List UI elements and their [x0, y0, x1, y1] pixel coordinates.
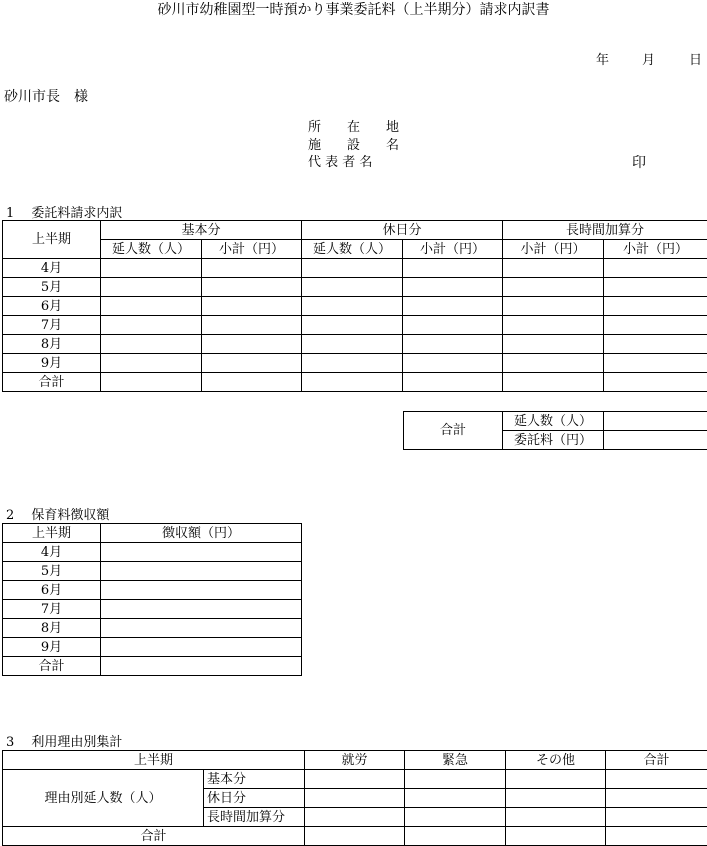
input-cell[interactable] — [305, 808, 405, 827]
input-cell[interactable] — [503, 316, 604, 335]
input-cell[interactable] — [606, 770, 707, 789]
sub-header: 延人数（人） — [101, 240, 202, 259]
input-cell[interactable] — [405, 808, 506, 827]
date-month: 月 — [642, 53, 656, 68]
input-cell[interactable] — [503, 354, 604, 373]
input-cell[interactable] — [101, 259, 202, 278]
input-cell[interactable] — [403, 259, 503, 278]
input-cell[interactable] — [506, 827, 606, 846]
input-cell[interactable] — [403, 278, 503, 297]
input-cell[interactable] — [101, 297, 202, 316]
input-cell[interactable] — [506, 770, 606, 789]
input-cell[interactable] — [202, 316, 302, 335]
input-cell[interactable] — [101, 354, 202, 373]
facility-label: 施 設 名 — [308, 138, 400, 153]
input-cell[interactable] — [604, 316, 707, 335]
date-day: 日 — [689, 53, 703, 68]
input-cell[interactable] — [405, 789, 506, 808]
row-label: 9月 — [3, 638, 101, 657]
row-label: 5月 — [3, 562, 101, 581]
table-row — [3, 259, 707, 278]
row-label: 6月 — [3, 297, 101, 316]
date-year: 年 — [596, 53, 610, 68]
group-header-extended: 長時間加算分 — [503, 221, 707, 240]
input-cell[interactable] — [403, 316, 503, 335]
input-cell[interactable] — [101, 278, 202, 297]
input-cell[interactable] — [101, 600, 302, 619]
sub-row-label: 休日分 — [204, 789, 305, 808]
total-label: 合計 — [3, 827, 305, 846]
table-row — [3, 770, 707, 789]
row-label: 5月 — [3, 278, 101, 297]
period-header: 上半期 — [3, 751, 305, 770]
row-label: 合計 — [3, 657, 101, 676]
total-row — [3, 827, 707, 846]
representative-label: 代 表 者 名 — [308, 155, 373, 170]
input-cell[interactable] — [503, 335, 604, 354]
input-cell[interactable] — [302, 316, 403, 335]
reason-header-work: 就労 — [305, 751, 405, 770]
input-cell[interactable] — [604, 297, 707, 316]
input-cell[interactable] — [302, 373, 403, 392]
fee-table — [2, 523, 302, 676]
input-cell[interactable] — [606, 808, 707, 827]
input-cell[interactable] — [506, 808, 606, 827]
sub-header: 小計（円） — [403, 240, 503, 259]
input-cell[interactable] — [101, 316, 202, 335]
input-cell[interactable] — [202, 335, 302, 354]
input-cell[interactable] — [604, 335, 707, 354]
input-cell[interactable] — [503, 373, 604, 392]
row-label: 6月 — [3, 581, 101, 600]
input-cell[interactable] — [302, 278, 403, 297]
row-label: 8月 — [3, 335, 101, 354]
table-row — [3, 581, 302, 600]
table-row — [3, 335, 707, 354]
table-row — [3, 638, 302, 657]
input-cell[interactable] — [604, 278, 707, 297]
input-cell[interactable] — [405, 827, 506, 846]
address-label: 所 在 地 — [308, 120, 400, 135]
table-row — [3, 316, 707, 335]
summary-label: 合計 — [404, 412, 503, 450]
reason-header-emergency: 緊急 — [405, 751, 506, 770]
input-cell[interactable] — [101, 657, 302, 676]
total-row — [3, 373, 707, 392]
amount-header: 徴収額（円） — [101, 524, 302, 543]
input-cell[interactable] — [101, 619, 302, 638]
section2-heading: 2 保育料徴収額 — [6, 508, 110, 523]
input-cell[interactable] — [101, 373, 202, 392]
input-cell[interactable] — [101, 335, 202, 354]
input-cell[interactable] — [305, 770, 405, 789]
input-cell[interactable] — [506, 789, 606, 808]
input-cell[interactable] — [503, 259, 604, 278]
input-cell[interactable] — [606, 827, 707, 846]
input-cell[interactable] — [604, 354, 707, 373]
input-cell[interactable] — [202, 354, 302, 373]
input-cell[interactable] — [503, 278, 604, 297]
period-header: 上半期 — [3, 524, 101, 543]
table-row — [3, 600, 302, 619]
input-cell[interactable] — [302, 259, 403, 278]
input-cell[interactable] — [302, 297, 403, 316]
input-cell[interactable] — [302, 354, 403, 373]
input-cell[interactable] — [101, 581, 302, 600]
row-label: 9月 — [3, 354, 101, 373]
input-cell[interactable] — [604, 373, 707, 392]
reason-header-total: 合計 — [606, 751, 707, 770]
input-cell[interactable] — [101, 543, 302, 562]
group-label: 理由別延人数（人） — [3, 770, 204, 827]
row-label: 8月 — [3, 619, 101, 638]
input-cell[interactable] — [202, 278, 302, 297]
input-cell[interactable] — [403, 297, 503, 316]
group-header-basic: 基本分 — [101, 221, 302, 240]
summary-table — [403, 411, 707, 450]
input-cell[interactable] — [202, 259, 302, 278]
input-cell[interactable] — [403, 354, 503, 373]
row-label: 7月 — [3, 316, 101, 335]
table-row — [3, 619, 302, 638]
input-cell[interactable] — [405, 770, 506, 789]
input-cell[interactable] — [403, 335, 503, 354]
input-cell[interactable] — [604, 431, 707, 450]
input-cell[interactable] — [403, 373, 503, 392]
sub-header: 小計（円） — [503, 240, 604, 259]
table-row — [3, 278, 707, 297]
commission-table — [2, 220, 707, 392]
total-row — [3, 657, 302, 676]
reason-table — [2, 750, 707, 846]
row-label: 4月 — [3, 259, 101, 278]
summary-row-label: 延人数（人） — [503, 412, 604, 431]
input-cell[interactable] — [305, 827, 405, 846]
sub-header: 小計（円） — [604, 240, 707, 259]
section1-heading: 1 委託料請求内訳 — [6, 206, 123, 221]
input-cell[interactable] — [202, 373, 302, 392]
table-row — [3, 297, 707, 316]
input-cell[interactable] — [305, 789, 405, 808]
input-cell[interactable] — [604, 259, 707, 278]
sub-row-label: 長時間加算分 — [204, 808, 305, 827]
sub-header: 小計（円） — [202, 240, 302, 259]
summary-row-label: 委託料（円） — [503, 431, 604, 450]
input-cell[interactable] — [101, 638, 302, 657]
table-row — [3, 562, 302, 581]
document-title: 砂川市幼稚園型一時預かり事業委託料（上半期分）請求内訳書 — [157, 2, 550, 18]
input-cell[interactable] — [604, 412, 707, 431]
row-label: 4月 — [3, 543, 101, 562]
group-header-holiday: 休日分 — [302, 221, 503, 240]
input-cell[interactable] — [202, 297, 302, 316]
table-row — [3, 354, 707, 373]
input-cell[interactable] — [503, 297, 604, 316]
row-label: 合計 — [3, 373, 101, 392]
sub-row-label: 基本分 — [204, 770, 305, 789]
seal-mark: 印 — [632, 155, 646, 171]
section3-heading: 3 利用理由別集計 — [6, 735, 123, 750]
period-header: 上半期 — [3, 221, 101, 259]
reason-header-other: その他 — [506, 751, 606, 770]
row-label: 7月 — [3, 600, 101, 619]
input-cell[interactable] — [101, 562, 302, 581]
table-row — [3, 543, 302, 562]
addressee: 砂川市長 様 — [4, 89, 88, 105]
input-cell[interactable] — [606, 789, 707, 808]
input-cell[interactable] — [302, 335, 403, 354]
sub-header: 延人数（人） — [302, 240, 403, 259]
